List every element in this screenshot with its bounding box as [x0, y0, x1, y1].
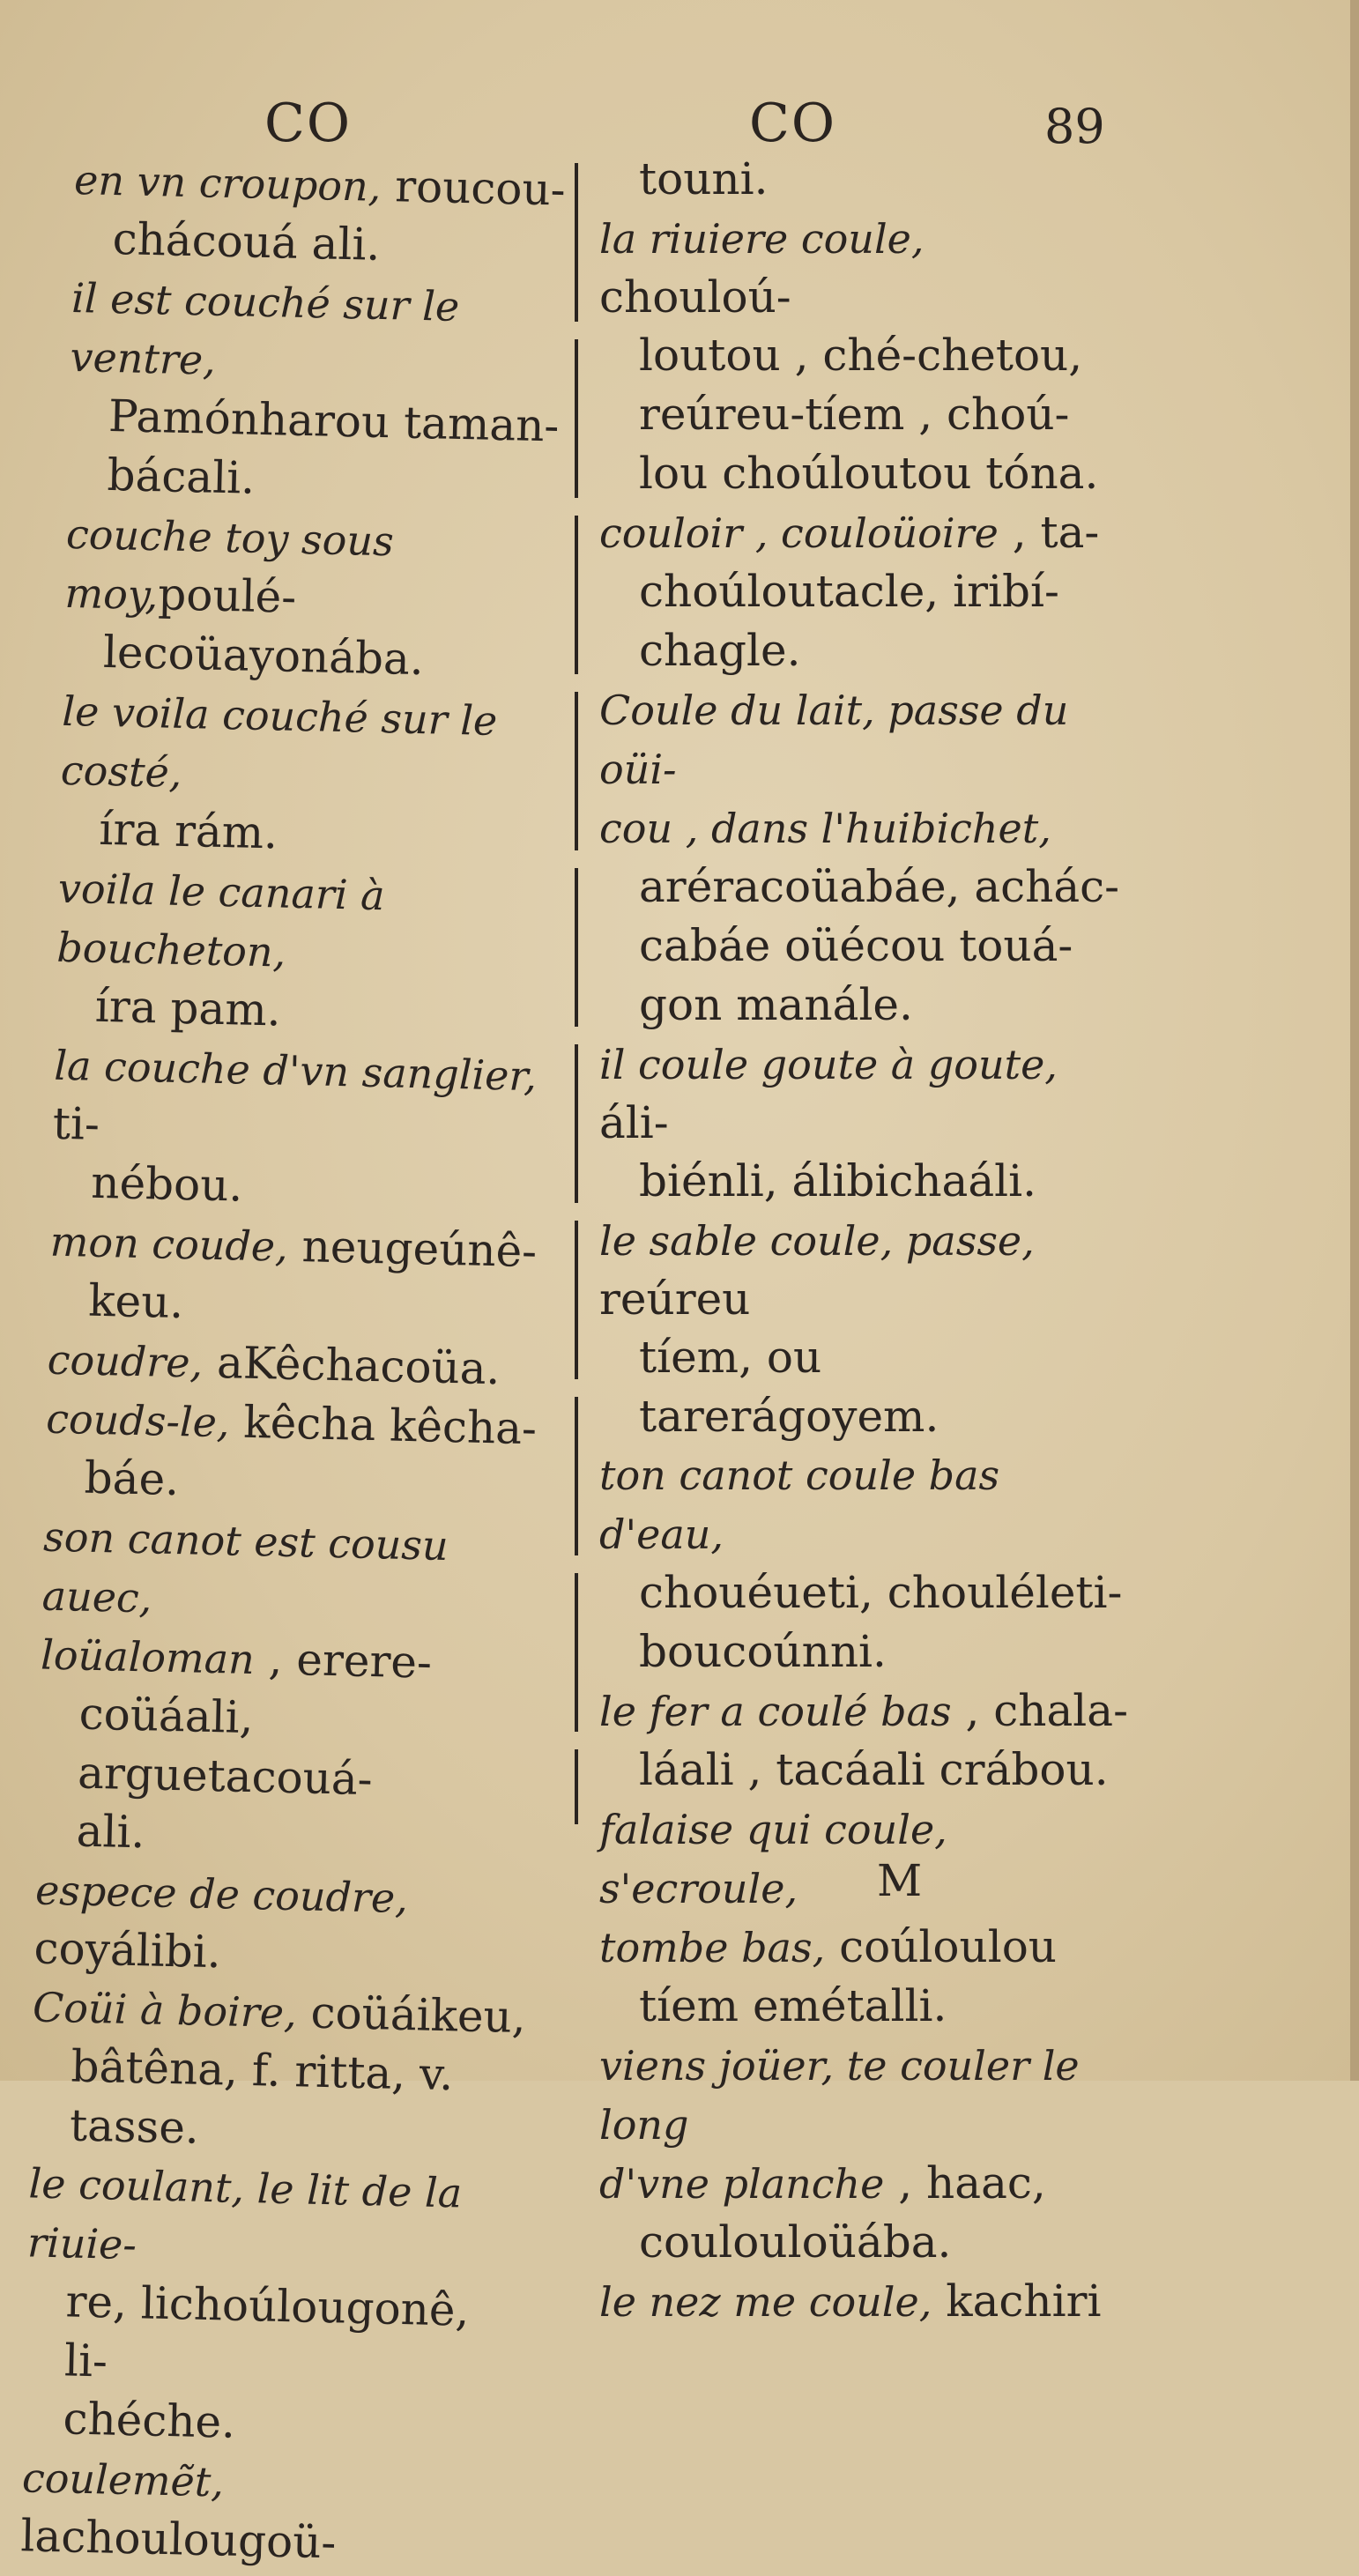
headword: le sable coule, passe, [599, 1217, 1035, 1265]
dictionary-line [48, 1271, 543, 1341]
gloss: reúreu-tíem , choú- [639, 389, 1070, 440]
dictionary-line [599, 1328, 1128, 1445]
gloss: bácali. [106, 449, 256, 504]
gloss: neugeúnê- [287, 1220, 538, 1278]
page-number: 89 [1044, 99, 1105, 154]
dictionary-line [44, 1448, 538, 1518]
headword: couche toy sous moy, [63, 509, 395, 620]
dictionary-line [56, 858, 553, 988]
headword: coulemẽt, [21, 2454, 225, 2506]
gloss: báe. [84, 1451, 180, 1506]
gloss: íra pam. [94, 980, 282, 1036]
gloss: biénli, álibichaáli. [639, 1155, 1037, 1206]
dictionary-line [23, 2388, 517, 2459]
gloss: , haac, [884, 2157, 1046, 2209]
gloss: chácouá ali. [112, 213, 382, 271]
headword: couds-le, [45, 1394, 231, 1447]
gloss: láali , tacáali crábou. [639, 1744, 1109, 1795]
gloss: Pamónharou taman- [108, 390, 560, 452]
gloss: chouéueti, chouléleti- [639, 1567, 1123, 1618]
dictionary-line [37, 1684, 533, 1813]
dictionary-line [599, 1800, 1128, 1918]
dictionary-line [599, 385, 1128, 444]
dictionary-line [599, 857, 1128, 917]
dictionary-line [599, 1445, 1128, 1563]
dictionary-line [599, 503, 1128, 562]
dictionary-line [49, 1212, 544, 1282]
dictionary-line [47, 1330, 541, 1400]
dictionary-line [599, 209, 1128, 326]
dictionary-line [599, 150, 1128, 209]
gloss: áli- [599, 1097, 669, 1148]
dictionary-line [599, 1211, 1128, 1328]
headword: en vn croupon, [73, 155, 382, 211]
dictionary-line [63, 622, 557, 693]
dictionary-line [599, 917, 1128, 976]
gloss: coúloulou [825, 1921, 1057, 1972]
dictionary-line [24, 2271, 520, 2400]
dictionary-line [59, 799, 553, 870]
headword: Coule du lait, passe du oüi- [599, 687, 1069, 793]
dictionary-line [72, 209, 567, 279]
gloss: keu. [87, 1274, 184, 1329]
gloss: kêcha kêcha- [228, 1396, 538, 1455]
running-header-left: CO [264, 93, 353, 154]
gloss: roucou- [380, 160, 567, 216]
gloss: bâtêna, f. ritta, v. tasse. [69, 2040, 454, 2154]
headword: cou , dans l'huibichet, [599, 805, 1051, 852]
dictionary-line [41, 1507, 538, 1637]
headword: coudre, [47, 1335, 204, 1387]
gloss: reúreu [599, 1273, 751, 1325]
dictionary-line [32, 1977, 526, 2047]
dictionary-line [599, 621, 1128, 680]
dictionary-line [70, 268, 566, 397]
dictionary-line [599, 326, 1128, 385]
dictionary-line [41, 1625, 535, 1696]
headword: le nez me coule, [599, 2278, 932, 2326]
headword: mon coude, [49, 1217, 289, 1271]
gloss: íra rám. [98, 803, 278, 859]
gloss: coüáikeu, [296, 1986, 527, 2044]
dictionary-line [599, 1977, 1128, 2036]
left-column [20, 150, 568, 2576]
headword: voila le canari à boucheton, [56, 864, 386, 976]
headword: falaise qui coule, s'ecroule, [599, 1806, 947, 1912]
headword: Coüi à boire, [32, 1983, 298, 2038]
gloss: aKêchacoüa. [202, 1336, 501, 1395]
headword: couloir , couloüoire [599, 509, 999, 557]
gloss: tíem, ou tarerágoyem. [639, 1332, 939, 1442]
dictionary-line [64, 504, 561, 634]
gloss: coulouloüába. [639, 2216, 952, 2268]
dictionary-line [20, 2447, 516, 2576]
dictionary-line [26, 2153, 523, 2283]
headword: il est couché sur le ventre, [70, 273, 460, 384]
gloss: coüáali, arguetacouá- [77, 1688, 374, 1806]
dictionary-line [73, 150, 568, 220]
dictionary-line [36, 1801, 531, 1872]
column-divider [575, 163, 578, 1824]
headword: d'vne planche [599, 2160, 885, 2208]
dictionary-line [599, 1741, 1128, 1800]
gloss: chéche. [62, 2393, 236, 2448]
headword: la riuiere coule, [599, 215, 925, 263]
dictionary-line [599, 1918, 1128, 1977]
dictionary-line [51, 1153, 546, 1223]
gloss: re, lichoúlougonê, li- [63, 2275, 471, 2387]
headword: la couche d'vn sanglier, [53, 1041, 538, 1101]
dictionary-line [599, 562, 1128, 621]
gloss: , erere- [254, 1633, 433, 1689]
dictionary-line [29, 2036, 525, 2164]
gloss: lachoulougoü- [19, 2510, 337, 2569]
gloss: kachiri [932, 2275, 1102, 2327]
headword: espece de coudre, [34, 1866, 409, 1923]
gloss: , chala- [951, 1685, 1128, 1736]
dictionary-line [599, 444, 1128, 503]
dictionary-line [599, 976, 1128, 1035]
dictionary-line [33, 1860, 530, 1989]
headword: le fer a coulé bas [599, 1688, 952, 1735]
dictionary-line [67, 445, 561, 516]
dictionary-line [599, 1035, 1128, 1152]
dictionary-line [599, 2036, 1128, 2154]
gloss: coyálibi. [33, 1922, 222, 1978]
headword: il coule goute à goute, [599, 1041, 1058, 1088]
dictionary-line [68, 386, 562, 457]
gloss: gon manále. [639, 979, 913, 1030]
dictionary-line [599, 1152, 1128, 1211]
catchword: M [877, 1855, 923, 1906]
headword: le coulant, le lit de la riuie- [26, 2159, 463, 2269]
gloss: lecoüayonába. [102, 626, 425, 686]
gloss: ali. [76, 1805, 146, 1859]
headword: son canot est cousu auec, [41, 1512, 449, 1622]
dictionary-line [599, 1681, 1128, 1741]
gloss: lou choúloutou tóna. [639, 448, 1099, 499]
gloss: cabáe oüécou touá- [639, 920, 1073, 971]
gloss: nébou. [90, 1156, 244, 1212]
headword: loüaloman [40, 1630, 256, 1684]
dictionary-line [599, 2213, 1128, 2272]
dictionary-line [55, 976, 549, 1047]
gloss: aréracoüabáe, achác- [639, 861, 1120, 912]
dictionary-line [599, 2154, 1128, 2213]
gloss: boucoúnni. [639, 1626, 887, 1677]
gloss: chagle. [639, 625, 801, 676]
gloss: tíem emétalli. [639, 1980, 947, 2031]
right-column [599, 150, 1128, 2331]
dictionary-line [46, 1389, 540, 1459]
dictionary-line [599, 2272, 1128, 2331]
page-edge [1350, 0, 1359, 2081]
gloss: , ta- [998, 507, 1100, 558]
gloss: ti- [52, 1097, 100, 1150]
headword: ton canot coule bas d'eau, [599, 1451, 1000, 1558]
dictionary-line [599, 1563, 1128, 1622]
headword: le voila couché sur le costé, [60, 687, 498, 797]
gloss: chouloú- [599, 271, 791, 323]
dictionary-line [599, 798, 1128, 857]
headword: viens joüer, te couler le long [599, 2042, 1080, 2149]
dictionary-line [52, 1036, 548, 1164]
gloss: poulé- [157, 568, 297, 623]
gloss: choúloutacle, iribí- [639, 566, 1059, 617]
dictionary-line [599, 1622, 1128, 1681]
dictionary-line [599, 680, 1128, 798]
gloss: loutou , ché-chetou, [639, 330, 1083, 381]
gloss: touni. [639, 153, 769, 204]
running-header-right: CO [749, 93, 837, 154]
headword: tombe bas, [599, 1924, 826, 1971]
dictionary-line [60, 681, 556, 811]
